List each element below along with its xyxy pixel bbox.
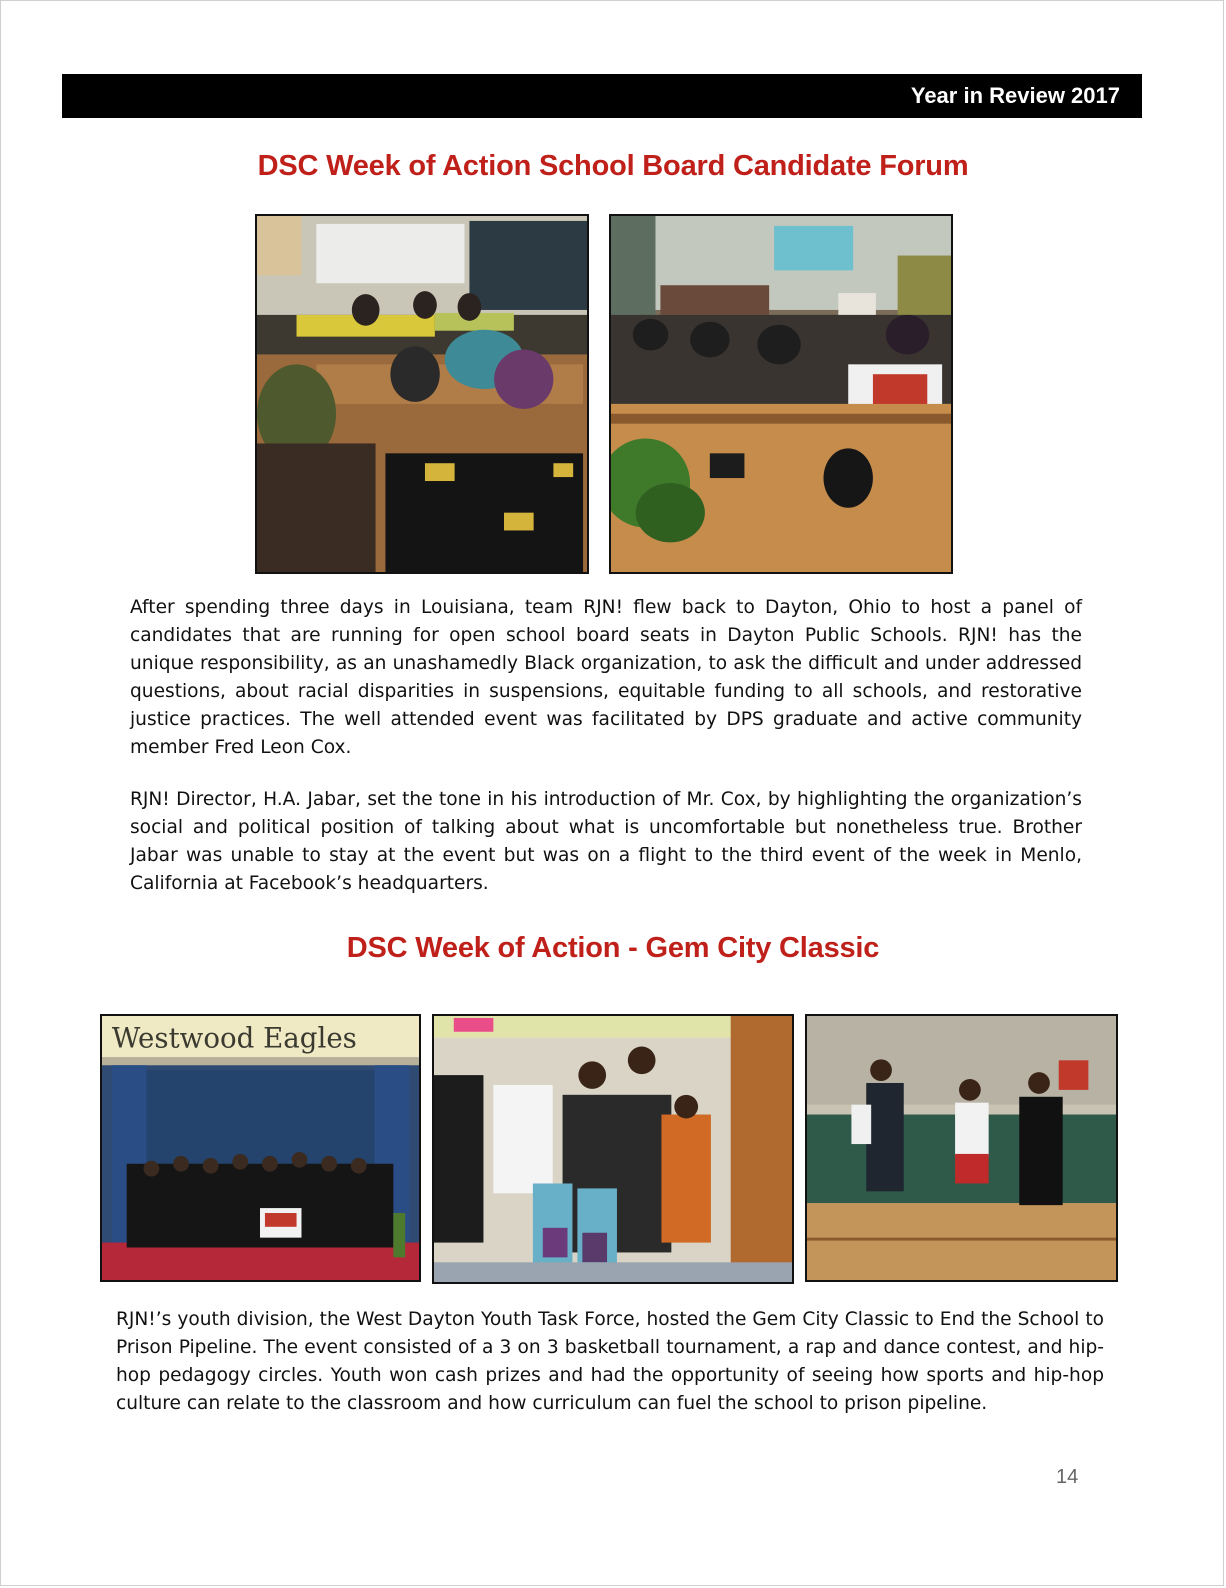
westwood-eagles-sign: Westwood Eagles <box>111 1021 357 1055</box>
gem-city-paragraph: RJN!’s youth division, the West Dayton Youth Task Force, hosted the Gem City Classic to End the School to Prison Pipeline. The event consisted of a 3 on 3 basketball tournament, a rap and dance contest, and hip-hop pedagogy circles. Youth won cash prizes and had the opportunity of seeing how sports and hip-hop culture can relate to the classroom and how curriculum can fuel the school to prison pipeline. <box>116 1309 1104 1414</box>
forum-paragraph-2: RJN! Director, H.A. Jabar, set the tone in his introduction of Mr. Cox, by highlighting the organization’s social and political position of talking about what is uncomfortable but nonetheless true. Brother Jabar was unable to stay at the event but was on a flight to the third event of the week in Menlo, California at Facebook’s headquarters. <box>130 789 1082 894</box>
page-number: 14 <box>1056 1466 1079 1488</box>
gem-city-photo-basketball <box>805 1014 1118 1282</box>
forum-paragraph-1: After spending three days in Louisiana, team RJN! flew back to Dayton, Ohio to host a panel of candidates that are running for open school board seats in Dayton Public Schools. RJN! has the unique responsibility, as an unashamedly Black organization, to ask the difficult and under addressed questions, about racial disparities in suspensions, equitable funding to all schools, and restorative justice practices. The well attended event was facilitated by DPS graduate and active community member Fred Leon Cox. <box>130 597 1082 758</box>
gem-city-photo-group <box>100 1014 421 1282</box>
gem-city-photo-family <box>432 1014 794 1284</box>
section-title-forum: DSC Week of Action School Board Candidate Forum <box>257 150 969 182</box>
header-title: Year in Review 2017 <box>910 83 1120 108</box>
section-title-gem-city: DSC Week of Action - Gem City Classic <box>346 932 880 964</box>
header-bar <box>62 74 1142 118</box>
forum-photo-library <box>609 214 953 574</box>
forum-photo-panel <box>255 214 589 574</box>
